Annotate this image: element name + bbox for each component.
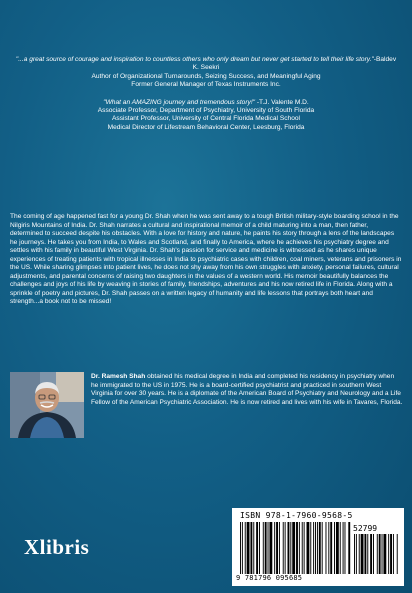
review-2-attribution: -T.J. Valente M.D. — [256, 98, 309, 106]
book-blurb: The coming of age happened fast for a young Dr. Shah when he was sent away to a tough British military-style boarding school in the Nilgiris Mountains of India. Dr. Shah narrates a cultural and inspirational memoir of a child maturing into a man, then father, determined to succeed despite his obstacles. With a love for history and nature, he paints his story through a lens of the landscapes he journeys. He takes you from India, to Wales and Scotland, and finally to America, where he achieves his psychiatry degree and settles with his family in beautiful West Virginia. Dr. Shah's passion for service and medicine is witnessed as he shares unique experiences of treating patients with tropical illnesses in India to psychiatric cases with children, coal miners, veterans and prisoners in the US. While sharing glimpses into patient lives, he does not shy away from his own struggles with anxiety, personal failures, cultural adjustments, and parental concerns of raising two daughters in the values of a western world. His memoir beautifully balances the challenges and joys of his life by weaving in stories of family, friendships, adventures and his now retired life in Florida. Along with a sprinkle of poetry and pictures, Dr. Shah passes on a written legacy of humanity and life lessons that portrays both heart and strength...a book not to be missed! — [10, 213, 402, 305]
review-1-line-1: Author of Organizational Turnarounds, Seizing Success, and Meaningful Aging — [91, 72, 321, 80]
publisher-logo: Xlibris — [24, 535, 90, 559]
author-bio-text: obtained his medical degree in India and completed his residency in psychiatry when he immigrated to the US in 1975. He is a board-certified psychiatrist and practiced in southern West Virginia for over 30 years. He is a diplomate of the American Board of Psychiatry and Neurology and a Life Fellow of the American Psychiatric Association. He is now retired and lives with his wife in Tavares, Florida. — [91, 373, 403, 406]
review-1-quote: "...a great source of courage and inspiration to countless others who only dream but never get started to tell their life story." — [15, 56, 374, 63]
review-1-attribution: -Baldev K. Seekri — [192, 56, 397, 72]
author-photo — [10, 372, 84, 438]
review-1-line-2: Former General Manager of Texas Instruments Inc. — [131, 81, 281, 89]
author-bio — [91, 373, 403, 407]
review-2-line-3: Medical Director of Lifestream Behavioral Center, Leesburg, Florida — [107, 123, 305, 131]
isbn-barcode — [232, 508, 404, 586]
price-code: 52799 — [353, 524, 378, 533]
author-name: Dr. Ramesh Shah — [91, 373, 146, 380]
review-1 — [12, 56, 400, 90]
barcode-digits: 9 781796 095685 — [236, 574, 303, 582]
isbn-number: ISBN 978-1-7960-9568-5 — [240, 511, 353, 520]
review-2-line-2: Assistant Professor, University of Central Florida Medical School — [112, 115, 300, 123]
review-2-quote: "What an AMAZING journey and tremendous story!" — [103, 98, 255, 106]
reviews-section — [12, 56, 400, 141]
author-portrait-image — [10, 372, 84, 438]
review-2 — [12, 99, 400, 133]
review-2-line-1: Associate Professor, Department of Psychiatry, University of South Florida — [97, 107, 315, 115]
